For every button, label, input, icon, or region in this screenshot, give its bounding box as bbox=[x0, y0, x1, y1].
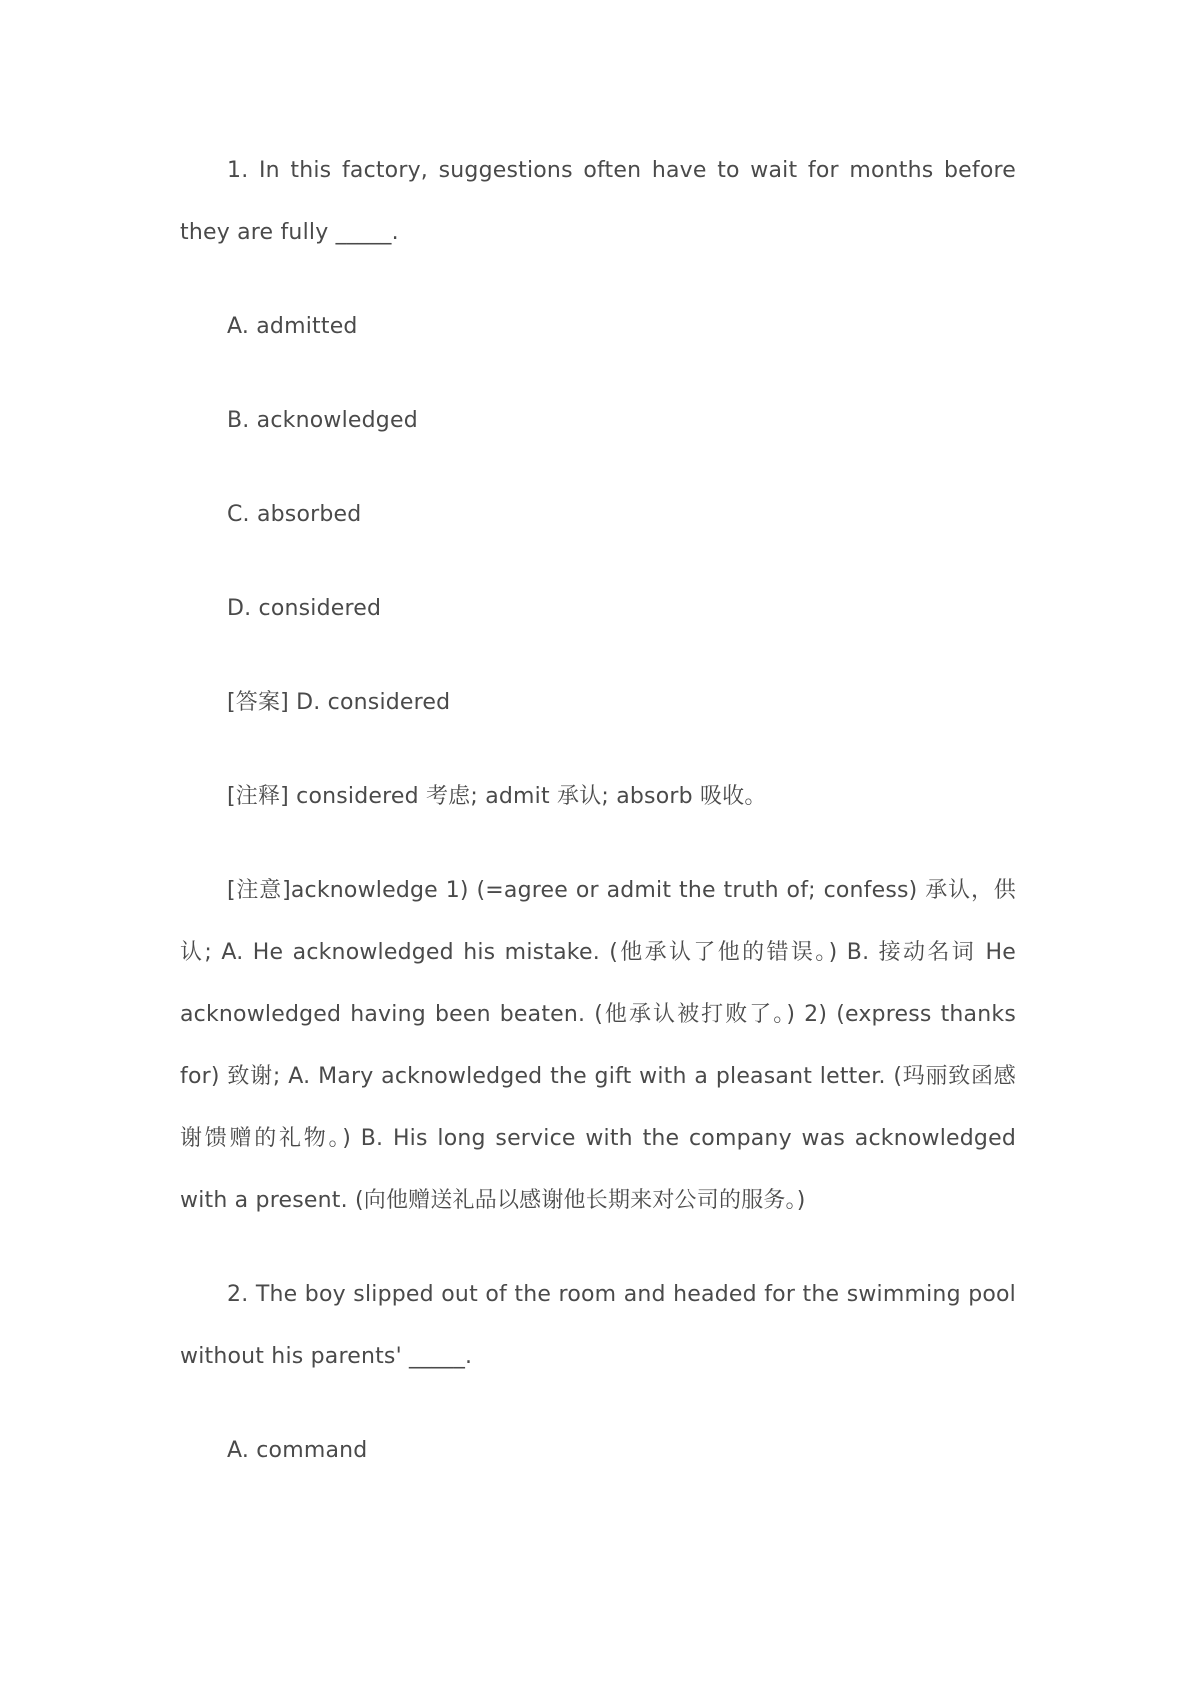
question-1-answer: [答案] D. considered bbox=[227, 690, 451, 715]
question-1-stem: 1. In this factory, suggestions often have to wait for months before they are fully _____. bbox=[180, 158, 1016, 245]
question-1-note: [注意]acknowledge 1) (=agree or admit the truth of; confess) 承认，供认; A. He acknowledged his mistake. (他承认了他的错误。) B. 接动名词 He acknowledged having been beaten. (他承认被打败了。) 2) (express thanks for) 致谢; A. Mary acknowledged the gift with a pleasant letter. (玛丽致函感谢馈赠的礼物。) B. His long service with the company was acknowledged with a present. (向他赠送礼品以感谢他长期来对公司的服务。) bbox=[180, 878, 1016, 1213]
question-1-option-a: A. admitted bbox=[227, 314, 358, 339]
question-1-option-b: B. acknowledged bbox=[227, 408, 418, 433]
question-2-stem: 2. The boy slipped out of the room and headed for the swimming pool without his parents' _____. bbox=[180, 1282, 1016, 1369]
question-1-option-c: C. absorbed bbox=[227, 502, 362, 527]
question-1-explanation: [注释] considered 考虑; admit 承认; absorb 吸收。 bbox=[227, 784, 767, 809]
question-2-option-a: A. command bbox=[227, 1438, 368, 1463]
document-page bbox=[180, 140, 1016, 1514]
question-1-option-d: D. considered bbox=[227, 596, 382, 621]
